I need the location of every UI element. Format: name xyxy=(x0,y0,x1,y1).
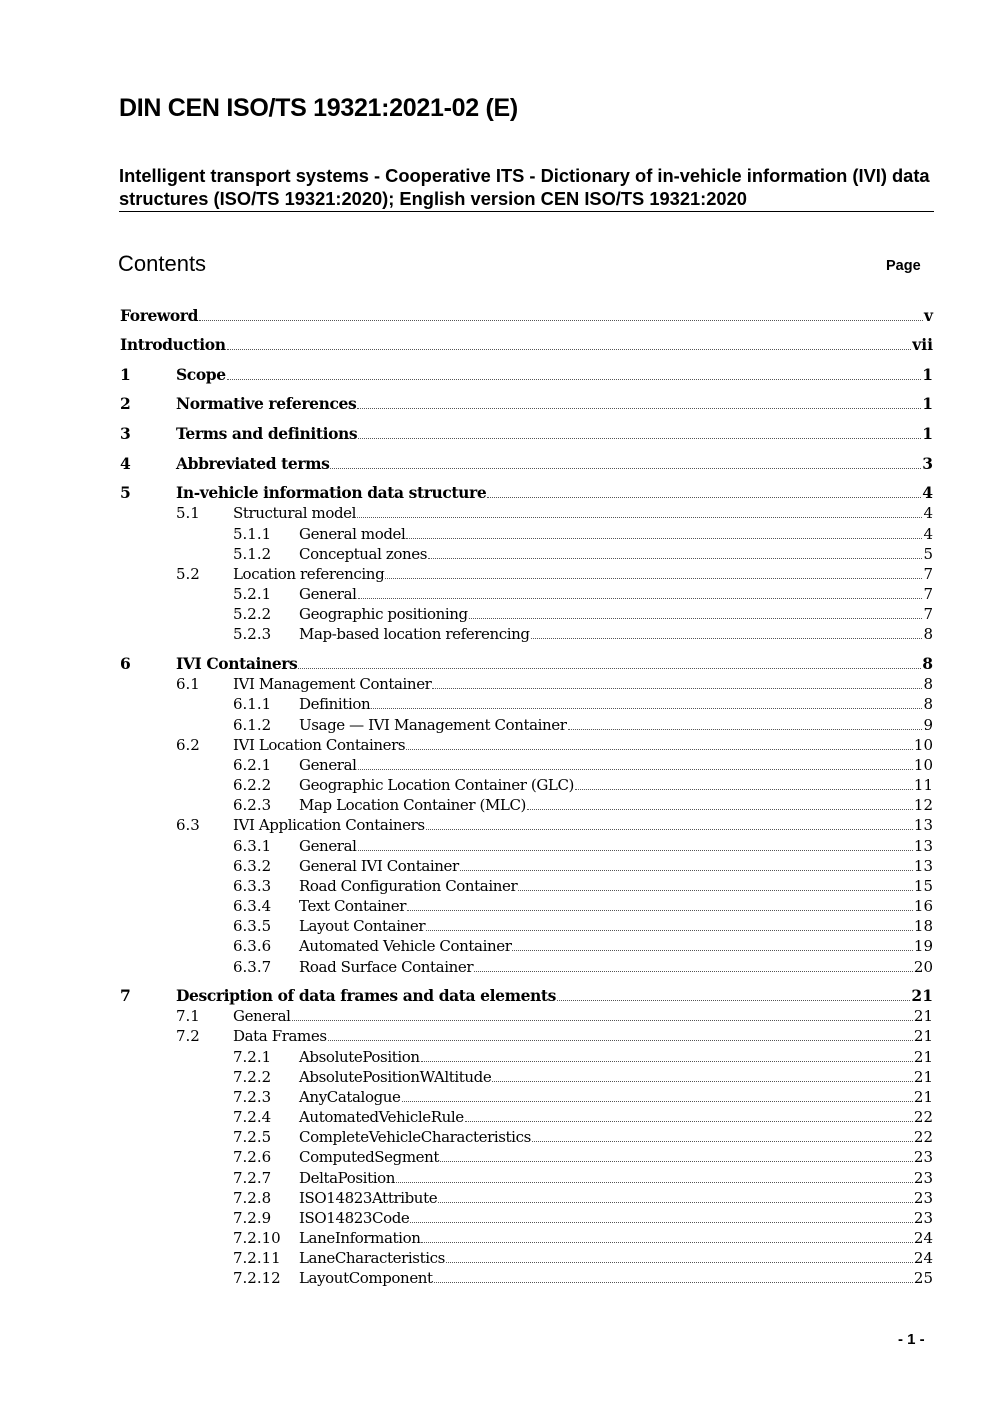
toc-entry[interactable] xyxy=(120,1127,933,1147)
toc-entry-title: Scope xyxy=(176,365,226,384)
toc-entry-page: vii xyxy=(912,335,933,354)
toc-entry[interactable] xyxy=(120,916,933,936)
toc-entry-title: IVI Application Containers xyxy=(233,816,425,834)
toc-entry-page: 13 xyxy=(913,857,933,875)
toc-entry-page: 23 xyxy=(913,1169,933,1187)
toc-entry-number: 4 xyxy=(120,454,131,473)
toc-dot-leader xyxy=(492,1081,913,1082)
toc-entry-number: 6.3.6 xyxy=(233,937,272,955)
toc-entry-page: 1 xyxy=(922,424,933,443)
toc-dot-leader xyxy=(487,497,921,498)
toc-dot-leader xyxy=(410,1222,913,1223)
toc-entry-title: In-vehicle information data structure xyxy=(176,483,487,502)
toc-entry[interactable] xyxy=(120,1208,933,1228)
toc-entry-title: IVI Containers xyxy=(176,654,298,673)
toc-dot-leader xyxy=(531,638,923,639)
toc-dot-leader xyxy=(428,558,922,559)
toc-entry-page: 24 xyxy=(913,1249,933,1267)
toc-dot-leader xyxy=(199,320,923,321)
toc-entry-page: 9 xyxy=(923,716,933,734)
toc-entry[interactable] xyxy=(120,1026,933,1046)
toc-entry-page: 10 xyxy=(913,756,933,774)
toc-entry-title: LaneCharacteristics xyxy=(299,1249,445,1267)
toc-dot-leader xyxy=(358,850,913,851)
toc-entry-page: 22 xyxy=(913,1108,933,1126)
toc-dot-leader xyxy=(330,468,921,469)
toc-dot-leader xyxy=(426,829,913,830)
page-column-heading: Page xyxy=(886,258,921,274)
toc-entry-number: 6.2.1 xyxy=(233,756,272,774)
toc-entry-number: 6.3.7 xyxy=(233,958,272,976)
toc-entry-page: v xyxy=(923,306,933,325)
toc-entry[interactable] xyxy=(120,424,933,444)
toc-entry[interactable] xyxy=(120,584,933,604)
toc-entry[interactable] xyxy=(120,335,933,355)
toc-entry-title: Layout Container xyxy=(299,917,426,935)
toc-entry-title: General xyxy=(299,756,357,774)
toc-entry-page: 25 xyxy=(913,1269,933,1287)
toc-entry-number: 1 xyxy=(120,365,131,384)
toc-entry[interactable] xyxy=(120,394,933,414)
toc-dot-leader xyxy=(474,971,913,972)
toc-entry[interactable] xyxy=(120,896,933,916)
toc-entry[interactable] xyxy=(120,957,933,977)
toc-entry[interactable] xyxy=(120,654,933,674)
toc-entry[interactable] xyxy=(120,365,933,385)
toc-entry-page: 3 xyxy=(922,454,933,473)
toc-entry-page: 4 xyxy=(923,525,933,543)
toc-entry-title: ISO14823Attribute xyxy=(299,1189,438,1207)
toc-dot-leader xyxy=(440,1161,913,1162)
toc-entry-title: Road Surface Container xyxy=(299,958,474,976)
toc-entry-page: 21 xyxy=(913,1068,933,1086)
toc-entry-page: 4 xyxy=(922,483,933,502)
document-subtitle: Intelligent transport systems - Cooperative ITS - Dictionary of in-vehicle information (IVI) data structures (ISO/TS 19321:2020); English version CEN ISO/TS 19321:2020 xyxy=(119,164,934,212)
toc-entry-number: 7.2.10 xyxy=(233,1229,281,1247)
toc-dot-leader xyxy=(385,578,922,579)
toc-entry-title: IVI Management Container xyxy=(233,675,432,693)
toc-entry-page: 7 xyxy=(923,585,933,603)
toc-entry-number: 5 xyxy=(120,483,131,502)
toc-entry-title: LaneInformation xyxy=(299,1229,421,1247)
toc-entry[interactable] xyxy=(120,876,933,896)
toc-entry-page: 1 xyxy=(922,365,933,384)
toc-entry[interactable] xyxy=(120,1147,933,1167)
toc-dot-leader xyxy=(434,1282,913,1283)
toc-entry-title: General model xyxy=(299,525,406,543)
toc-entry-page: 18 xyxy=(913,917,933,935)
toc-entry[interactable] xyxy=(120,715,933,735)
toc-entry-title: ComputedSegment xyxy=(299,1148,440,1166)
toc-entry-number: 5.2.1 xyxy=(233,585,272,603)
toc-dot-leader xyxy=(575,789,913,790)
toc-entry[interactable] xyxy=(120,1188,933,1208)
toc-entry-number: 7.2.11 xyxy=(233,1249,281,1267)
toc-dot-leader xyxy=(446,1262,913,1263)
toc-entry-number: 6.1.2 xyxy=(233,716,272,734)
toc-dot-leader xyxy=(438,1202,913,1203)
toc-entry-number: 5.2.3 xyxy=(233,625,272,643)
toc-entry-number: 7.2.12 xyxy=(233,1269,281,1287)
toc-entry[interactable] xyxy=(120,624,933,644)
toc-entry-title: General xyxy=(233,1007,291,1025)
toc-entry-page: 8 xyxy=(923,695,933,713)
toc-entry-title: Conceptual zones xyxy=(299,545,428,563)
toc-entry-number: 6.3.5 xyxy=(233,917,272,935)
toc-dot-leader xyxy=(328,1040,913,1041)
toc-entry-title: CompleteVehicleCharacteristics xyxy=(299,1128,531,1146)
toc-entry-page: 13 xyxy=(913,816,933,834)
toc-entry-page: 8 xyxy=(923,675,933,693)
toc-entry-page: 21 xyxy=(913,1048,933,1066)
toc-dot-leader xyxy=(227,349,912,350)
toc-entry-number: 7.2.2 xyxy=(233,1068,272,1086)
toc-entry-page: 24 xyxy=(913,1229,933,1247)
toc-entry-page: 15 xyxy=(913,877,933,895)
toc-dot-leader xyxy=(527,809,913,810)
toc-entry[interactable] xyxy=(120,483,933,503)
toc-entry[interactable] xyxy=(120,1168,933,1188)
toc-entry[interactable] xyxy=(120,1087,933,1107)
toc-entry[interactable] xyxy=(120,544,933,564)
toc-entry-number: 3 xyxy=(120,424,131,443)
toc-entry-title: Terms and definitions xyxy=(176,424,358,443)
toc-entry-page: 7 xyxy=(923,565,933,583)
toc-entry-title: Definition xyxy=(299,695,371,713)
toc-entry-number: 6.2.2 xyxy=(233,776,272,794)
toc-dot-leader xyxy=(357,517,922,518)
toc-entry-title: AbsolutePosition xyxy=(299,1048,420,1066)
toc-entry[interactable] xyxy=(120,674,933,694)
contents-heading: Contents xyxy=(118,251,207,276)
toc-dot-leader xyxy=(426,930,913,931)
toc-dot-leader xyxy=(358,598,923,599)
toc-entry[interactable] xyxy=(120,1268,933,1288)
toc-entry-page: 21 xyxy=(913,1027,933,1045)
toc-dot-leader xyxy=(406,749,913,750)
toc-entry-page: 21 xyxy=(913,1088,933,1106)
toc-entry-number: 7.2 xyxy=(176,1027,200,1045)
toc-entry[interactable] xyxy=(120,564,933,584)
toc-entry-page: 16 xyxy=(913,897,933,915)
toc-entry-title: AbsolutePositionWAltitude xyxy=(299,1068,492,1086)
toc-dot-leader xyxy=(371,708,922,709)
toc-entry-number: 7.2.8 xyxy=(233,1189,272,1207)
toc-dot-leader xyxy=(358,769,913,770)
toc-entry[interactable] xyxy=(120,1107,933,1127)
toc-entry-number: 2 xyxy=(120,394,131,413)
toc-entry-title: General xyxy=(299,837,357,855)
toc-dot-leader xyxy=(292,1020,913,1021)
toc-entry-title: Introduction xyxy=(120,335,226,354)
toc-entry-page: 22 xyxy=(913,1128,933,1146)
toc-entry-number: 7.1 xyxy=(176,1007,200,1025)
toc-entry-page: 7 xyxy=(923,605,933,623)
toc-entry-title: Normative references xyxy=(176,394,357,413)
toc-entry[interactable] xyxy=(120,795,933,815)
toc-dot-leader xyxy=(407,910,913,911)
toc-entry-page: 12 xyxy=(913,796,933,814)
toc-dot-leader xyxy=(357,408,921,409)
toc-entry-page: 8 xyxy=(922,654,933,673)
toc-entry-page: 20 xyxy=(913,958,933,976)
toc-dot-leader xyxy=(421,1061,913,1062)
toc-dot-leader xyxy=(469,618,923,619)
toc-entry[interactable] xyxy=(120,454,933,474)
toc-entry-number: 7 xyxy=(120,986,131,1005)
toc-dot-leader xyxy=(421,1242,912,1243)
toc-entry-title: AnyCatalogue xyxy=(299,1088,401,1106)
toc-entry-title: Geographic Location Container (GLC) xyxy=(299,776,574,794)
toc-entry-title: Map Location Container (MLC) xyxy=(299,796,527,814)
toc-entry-page: 8 xyxy=(923,625,933,643)
toc-entry[interactable] xyxy=(120,815,933,835)
toc-entry[interactable] xyxy=(120,503,933,523)
toc-entry-title: AutomatedVehicleRule xyxy=(299,1108,464,1126)
toc-entry-number: 6.2 xyxy=(176,736,200,754)
toc-entry-number: 7.2.5 xyxy=(233,1128,272,1146)
toc-entry-page: 4 xyxy=(923,504,933,522)
toc-entry-page: 23 xyxy=(913,1148,933,1166)
page-number: - 1 - xyxy=(898,1331,925,1348)
toc-entry[interactable] xyxy=(120,1248,933,1268)
toc-entry-number: 6.1.1 xyxy=(233,695,272,713)
toc-dot-leader xyxy=(518,890,913,891)
toc-entry-title: Map-based location referencing xyxy=(299,625,530,643)
toc-entry-number: 7.2.1 xyxy=(233,1048,272,1066)
toc-entry-page: 10 xyxy=(913,736,933,754)
toc-entry-number: 7.2.7 xyxy=(233,1169,272,1187)
toc-entry-page: 23 xyxy=(913,1209,933,1227)
toc-entry-page: 21 xyxy=(911,986,933,1005)
toc-entry-number: 5.2.2 xyxy=(233,605,272,623)
toc-entry-number: 5.1 xyxy=(176,504,200,522)
toc-entry-title: Description of data frames and data elements xyxy=(176,986,557,1005)
toc-entry-number: 6.3.3 xyxy=(233,877,272,895)
toc-entry[interactable] xyxy=(120,1006,933,1026)
toc-entry-number: 7.2.9 xyxy=(233,1209,272,1227)
toc-entry-title: General xyxy=(299,585,357,603)
toc-entry-title: Usage — IVI Management Container xyxy=(299,716,567,734)
toc-entry-title: Text Container xyxy=(299,897,407,915)
toc-entry-title: Foreword xyxy=(120,306,199,325)
toc-entry[interactable] xyxy=(120,735,933,755)
document-title: DIN CEN ISO/TS 19321:2021-02 (E) xyxy=(119,94,518,122)
toc-entry-title: LayoutComponent xyxy=(299,1269,433,1287)
toc-entry-number: 6.2.3 xyxy=(233,796,272,814)
toc-entry-number: 6.3.2 xyxy=(233,857,272,875)
toc-dot-leader xyxy=(432,688,922,689)
toc-entry[interactable] xyxy=(120,936,933,956)
toc-dot-leader xyxy=(298,668,921,669)
toc-entry-number: 6.1 xyxy=(176,675,200,693)
toc-entry-page: 5 xyxy=(923,545,933,563)
toc-entry-page: 21 xyxy=(913,1007,933,1025)
toc-dot-leader xyxy=(406,538,922,539)
toc-dot-leader xyxy=(557,1000,910,1001)
toc-dot-leader xyxy=(402,1101,913,1102)
toc-entry-title: Automated Vehicle Container xyxy=(299,937,512,955)
toc-entry-number: 7.2.3 xyxy=(233,1088,272,1106)
toc-entry-title: Geographic positioning xyxy=(299,605,468,623)
toc-dot-leader xyxy=(512,950,912,951)
toc-entry[interactable] xyxy=(120,775,933,795)
toc-entry-number: 7.2.4 xyxy=(233,1108,272,1126)
toc-entry[interactable] xyxy=(120,524,933,544)
toc-entry-number: 6.3.4 xyxy=(233,897,272,915)
toc-entry-title: Location referencing xyxy=(233,565,385,583)
toc-dot-leader xyxy=(396,1182,913,1183)
toc-entry-number: 7.2.6 xyxy=(233,1148,272,1166)
toc-dot-leader xyxy=(465,1121,913,1122)
toc-dot-leader xyxy=(568,729,923,730)
toc-entry-number: 5.1.1 xyxy=(233,525,272,543)
toc-entry[interactable] xyxy=(120,755,933,775)
toc-dot-leader xyxy=(532,1141,913,1142)
toc-entry-page: 19 xyxy=(913,937,933,955)
toc-entry-title: ISO14823Code xyxy=(299,1209,410,1227)
toc-entry-title: Road Configuration Container xyxy=(299,877,518,895)
toc-entry-number: 6.3 xyxy=(176,816,200,834)
toc-entry-number: 6.3.1 xyxy=(233,837,272,855)
toc-entry-title: General IVI Container xyxy=(299,857,459,875)
toc-entry-number: 5.2 xyxy=(176,565,200,583)
toc-entry[interactable] xyxy=(120,1047,933,1067)
toc-entry[interactable] xyxy=(120,604,933,624)
toc-entry-title: IVI Location Containers xyxy=(233,736,406,754)
toc-entry-page: 11 xyxy=(913,776,933,794)
toc-entry-title: Data Frames xyxy=(233,1027,327,1045)
toc-entry-number: 6 xyxy=(120,654,131,673)
toc-entry[interactable] xyxy=(120,856,933,876)
toc-entry[interactable] xyxy=(120,986,933,1006)
toc-dot-leader xyxy=(227,379,922,380)
toc-entry[interactable] xyxy=(120,1228,933,1248)
toc-entry-page: 23 xyxy=(913,1189,933,1207)
toc-entry-page: 1 xyxy=(922,394,933,413)
toc-entry[interactable] xyxy=(120,836,933,856)
toc-dot-leader xyxy=(460,870,913,871)
toc-entry-title: Structural model xyxy=(233,504,357,522)
toc-entry[interactable] xyxy=(120,306,933,326)
toc-entry-page: 13 xyxy=(913,837,933,855)
toc-entry-title: Abbreviated terms xyxy=(176,454,330,473)
toc-entry-title: DeltaPosition xyxy=(299,1169,395,1187)
toc-dot-leader xyxy=(358,438,921,439)
toc-entry[interactable] xyxy=(120,694,933,714)
toc-entry-number: 5.1.2 xyxy=(233,545,272,563)
toc-entry[interactable] xyxy=(120,1067,933,1087)
